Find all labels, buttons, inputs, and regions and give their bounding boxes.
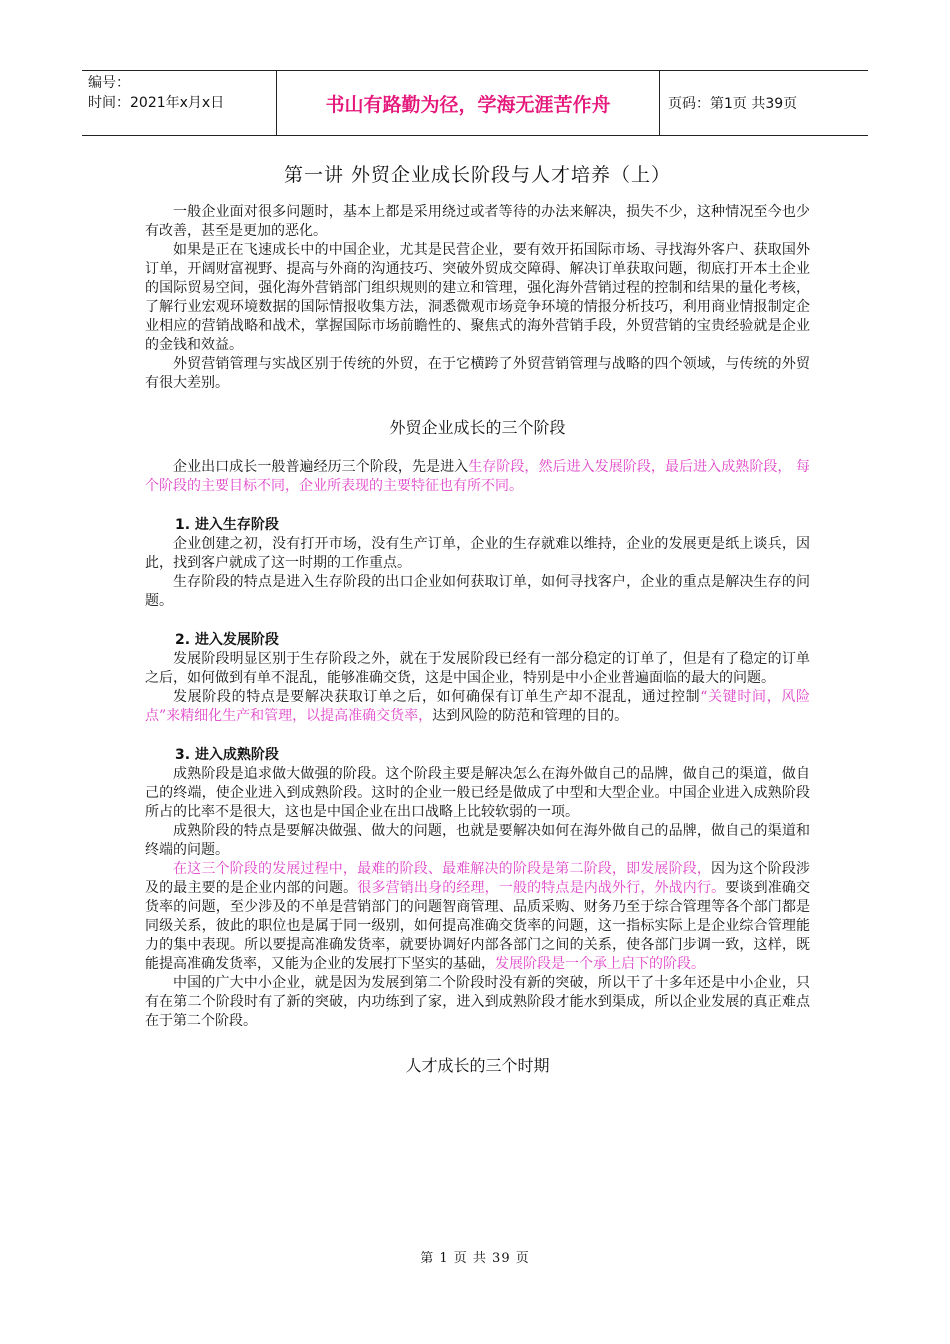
stage3-p3-text-2: 要谈到准确交货率的问题，至少涉及的不单是营销部门的问题智商管理、品质采购、财务乃至于综合管理等各个部门都是同级关系，彼此的职位也是属于同一级别，如何提高准确交货率的问题，这一指标实际上是企业综合管理能力的集中表现。所以要提高准确发货率，就要协调好内部各部门之间的关系，使各部门步调一致，这样，既能提高准确发货率，又能为企业的发展打下坚实的基础， [145, 880, 811, 972]
stage3-paragraph-1: 成熟阶段是追求做大做强的阶段。这个阶段主要是解决怎么在海外做自己的品牌，做自己的渠道，做自己的终端，使企业进入到成熟阶段。这时的企业一般已经是做成了中型和大型企业。中国企业进入成熟阶段所占的比率不是很大，这也是中国企业在出口战略上比较软弱的一项。 [145, 766, 810, 820]
stage2-heading: 2. 进入发展阶段 [175, 632, 279, 648]
stage3-p3-highlight-1: 在这三个阶段的发展过程中，最难的阶段、最难解决的阶段是第二阶段，即发展阶段， [173, 861, 712, 877]
code-label: 编号： [88, 75, 130, 91]
section-heading-talent: 人才成长的三个时期 [405, 1056, 550, 1075]
stage2-p2-end: 达到风险的防范和管理的目的。 [432, 708, 629, 724]
header-page-info: 页码：第1页 共39页 [668, 96, 798, 112]
stage1-paragraph-2: 生存阶段的特点是进入生存阶段的出口企业如何获取订单，如何寻找客户，企业的重点是解决生存的问题。 [145, 574, 810, 609]
section-heading-stages: 外贸企业成长的三个阶段 [389, 418, 566, 437]
stages-lead-paragraph [145, 458, 810, 496]
stage3-paragraph-3 [145, 860, 810, 974]
stage3-heading: 3. 进入成熟阶段 [175, 747, 279, 763]
header-meta [82, 71, 277, 135]
stage2-paragraph-1: 发展阶段明显区别于生存阶段之外，就在于发展阶段已经有一部分稳定的订单了，但是有了稳定的订单之后，如何做到有单不混乱，能够准确交货，这是中国企业，特别是中小企业普遍面临的最大的问题。 [145, 651, 810, 686]
stage3-p3-text-1: 因为这个阶段涉及的最主要的是企业内部的问题。 [145, 861, 811, 896]
page-title: 第一讲 外贸企业成长阶段与人才培养（上） [283, 164, 672, 186]
stage3-paragraph-4: 中国的广大中小企业，就是因为发展到第二个阶段时没有新的突破，所以干了十多年还是中小企业，只有在第二个阶段时有了新的突破，内功练到了家，进入到成熟阶段才能水到渠成，所以企业发展的真正难点在于第二个阶段。 [145, 975, 810, 1029]
time-line: 时间：2021年x月x日 [88, 95, 225, 111]
intro-paragraph-3: 外贸营销管理与实战区别于传统的外贸，在于它横跨了外贸营销管理与战略的四个领域，与传统的外贸有很大差别。 [145, 356, 810, 391]
stages-lead-text: 企业出口成长一般普遍经历三个阶段，先是进入 [173, 459, 469, 475]
document-header [82, 70, 868, 136]
header-motto: 书山有路勤为径，学海无涯苦作舟 [277, 71, 660, 135]
stage2-p2-text: 发展阶段的特点是要解决获取订单之后，如何确保有订单生产却不混乱，通过控制 [173, 689, 701, 705]
stage3-p3-highlight-3: 发展阶段是一个承上启下的阶段。 [495, 956, 705, 972]
stage1-heading: 1. 进入生存阶段 [175, 517, 279, 533]
stage3-paragraph-2: 成熟阶段的特点是要解决做强、做大的问题，也就是要解决如何在海外做自己的品牌，做自己的渠道和终端的问题。 [145, 823, 810, 858]
stage1-paragraph-1: 企业创建之初，没有打开市场，没有生产订单，企业的生存就难以维持，企业的发展更是纸上谈兵，因此，找到客户就成了这一时期的工作重点。 [145, 536, 810, 571]
stages-lead-highlight: 生存阶段，然后进入发展阶段，最后进入成熟阶段， 每个阶段的主要目标不同，企业所表现的主要特征也有所不同。 [145, 459, 810, 494]
page-footer: 第 1 页 共 39 页 [420, 1251, 530, 1266]
stage3-p3-highlight-2: 很多营销出身的经理，一般的特点是内战外行，外战内行。 [357, 880, 726, 896]
stage2-p2-highlight: “关键时间，风险点”来精细化生产和管理，以提高准确交货率， [145, 689, 810, 724]
document-body [145, 150, 810, 1096]
stage2-paragraph-2 [145, 688, 810, 726]
intro-paragraph-1: 一般企业面对很多问题时，基本上都是采用绕过或者等待的办法来解决，损失不少，这种情况至今也少有改善，甚至是更加的恶化。 [145, 204, 810, 239]
intro-paragraph-2: 如果是正在飞速成长中的中国企业，尤其是民营企业，要有效开拓国际市场、寻找海外客户、获取国外订单，开阔财富视野、提高与外商的沟通技巧、突破外贸成交障碍、解决订单获取问题，彻底打开本土企业的国际贸易空间，强化海外营销部门组织规则的建立和管理，强化海外营销过程的控制和结果的量化考核，了解行业宏观环境数据的国际情报收集方法，洞悉微观市场竞争环境的情报分析技巧，利用商业情报制定企业相应的营销战略和战术，掌握国际市场前瞻性的、聚焦式的海外营销手段，外贸营销的宝贵经验就是企业的金钱和效益。 [145, 242, 810, 353]
